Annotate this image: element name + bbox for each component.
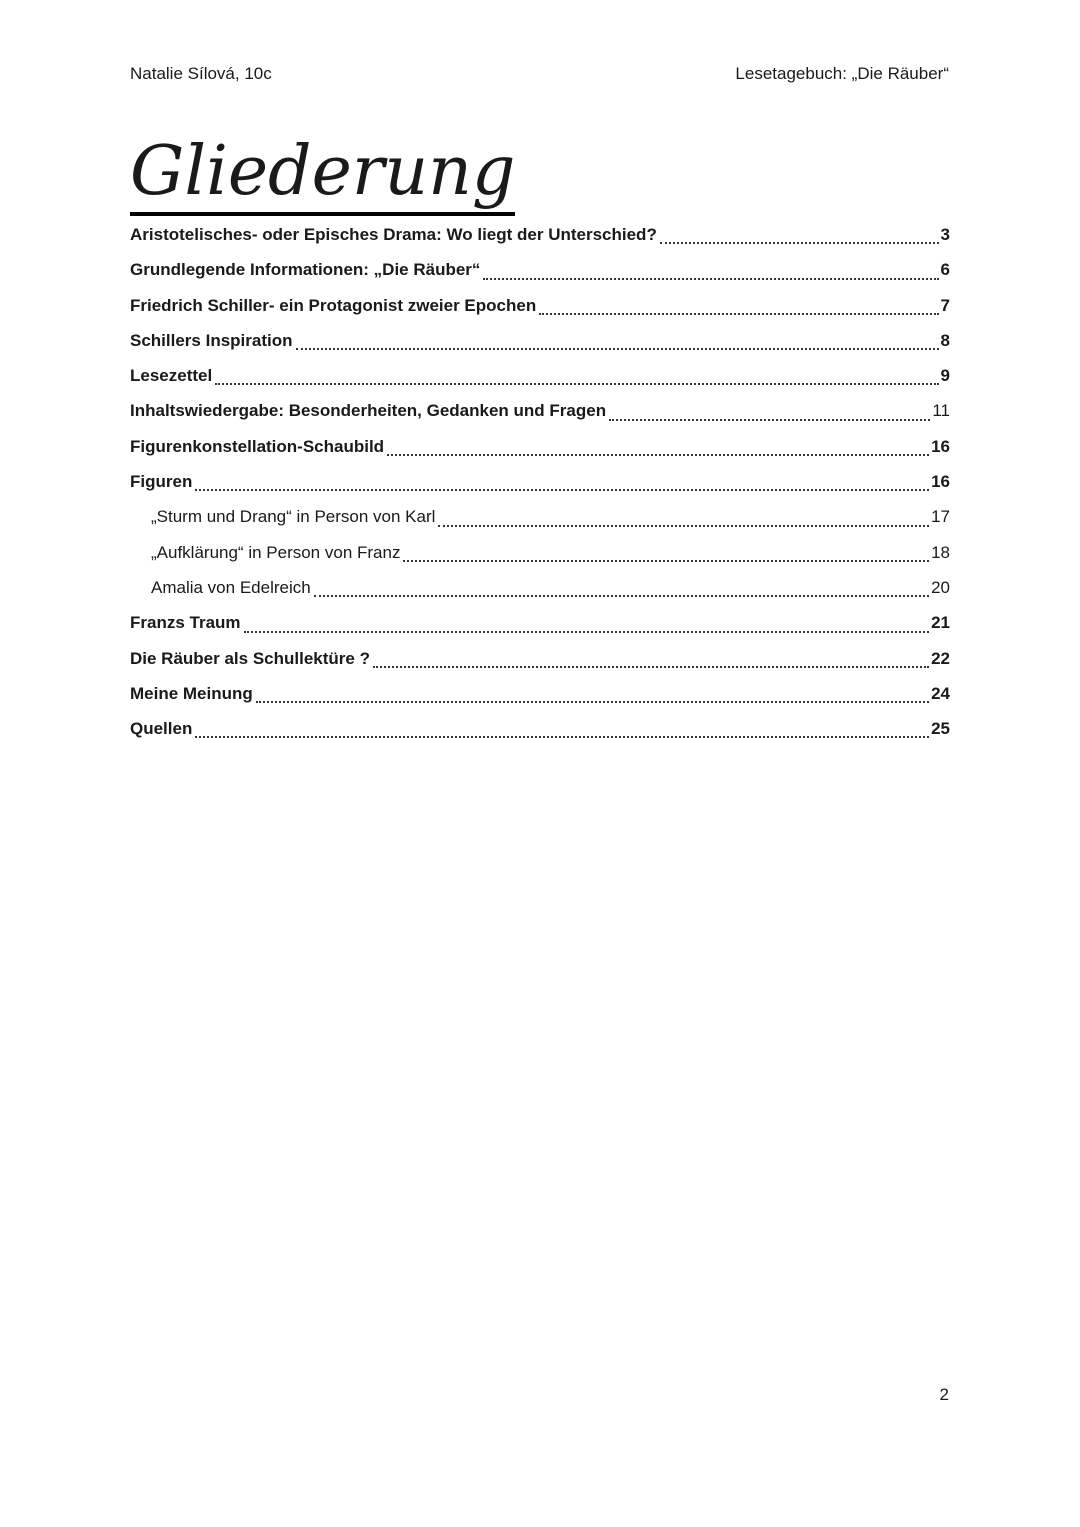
toc-entry-page: 20 xyxy=(931,577,950,597)
toc-entry-label: Meine Meinung xyxy=(130,683,253,703)
toc-entry-label: Figuren xyxy=(130,472,193,492)
toc-entry-page: 25 xyxy=(931,719,950,739)
toc-dot-leader xyxy=(195,489,929,491)
toc-entry-label: Friedrich Schiller- ein Protagonist zweier Epochen xyxy=(130,295,537,315)
toc-entry-page: 9 xyxy=(940,366,950,386)
toc-subentry[interactable] xyxy=(130,575,950,610)
toc-entry-label: „Aufklärung“ in Person von Franz xyxy=(151,542,401,562)
toc-entry[interactable] xyxy=(130,363,950,398)
toc-entry[interactable] xyxy=(130,293,950,328)
toc-entry[interactable] xyxy=(130,469,950,504)
toc-dot-leader xyxy=(483,278,938,280)
toc-entry[interactable] xyxy=(130,434,950,469)
toc-entry-label: „Sturm und Drang“ in Person von Karl xyxy=(151,507,436,527)
toc-entry-page: 3 xyxy=(940,225,950,244)
toc-entry[interactable] xyxy=(130,716,950,751)
toc-entry-label: Grundlegende Informationen: „Die Räuber“ xyxy=(130,260,481,280)
header-document-title: Lesetagebuch: „Die Räuber“ xyxy=(735,64,949,83)
toc-entry-page: 16 xyxy=(931,436,950,456)
header-author: Natalie Sílová, 10c xyxy=(130,64,272,83)
toc-entry-page: 11 xyxy=(932,401,950,421)
toc-entry-page: 22 xyxy=(931,648,950,668)
toc-subentry[interactable] xyxy=(130,540,950,575)
toc-entry-label: Die Räuber als Schullektüre ? xyxy=(130,648,370,668)
table-of-contents xyxy=(130,222,950,751)
toc-entry-page: 17 xyxy=(931,507,950,527)
toc-dot-leader xyxy=(660,242,939,244)
toc-entry[interactable] xyxy=(130,398,950,433)
toc-dot-leader xyxy=(314,595,929,597)
toc-dot-leader xyxy=(244,631,930,633)
toc-subentry[interactable] xyxy=(130,504,950,539)
toc-entry-label: Lesezettel xyxy=(130,366,213,386)
toc-entry-label: Aristotelisches- oder Episches Drama: Wo liegt der Unterschied? xyxy=(130,225,657,244)
toc-entry-label: Quellen xyxy=(130,719,193,739)
toc-entry-page: 21 xyxy=(931,613,950,633)
toc-entry-label: Franzs Traum xyxy=(130,613,241,633)
toc-entry-page: 8 xyxy=(940,330,950,350)
toc-dot-leader xyxy=(195,736,929,738)
toc-entry[interactable] xyxy=(130,681,950,716)
toc-dot-leader xyxy=(387,454,929,456)
toc-entry[interactable] xyxy=(130,646,950,681)
toc-entry-page: 16 xyxy=(931,472,950,492)
toc-entry-label: Inhaltswiedergabe: Besonderheiten, Gedanken und Fragen xyxy=(130,401,607,421)
toc-entry-label: Figurenkonstellation-Schaubild xyxy=(130,436,385,456)
toc-entry[interactable] xyxy=(130,222,950,257)
toc-dot-leader xyxy=(256,701,929,703)
toc-entry-page: 24 xyxy=(931,683,950,703)
toc-dot-leader xyxy=(539,313,938,315)
toc-dot-leader xyxy=(296,348,939,350)
toc-dot-leader xyxy=(373,666,929,668)
toc-entry-page: 6 xyxy=(940,260,950,280)
page-title: Gliederung xyxy=(130,132,515,216)
toc-dot-leader xyxy=(438,525,929,527)
toc-entry-page: 18 xyxy=(931,542,950,562)
toc-entry[interactable] xyxy=(130,257,950,292)
toc-dot-leader xyxy=(403,560,929,562)
page-number: 2 xyxy=(939,1385,949,1404)
toc-entry-label: Schillers Inspiration xyxy=(130,330,293,350)
toc-dot-leader xyxy=(609,419,930,421)
toc-entry[interactable] xyxy=(130,328,950,363)
toc-entry-page: 7 xyxy=(940,295,950,315)
toc-dot-leader xyxy=(215,383,938,385)
toc-entry[interactable] xyxy=(130,610,950,645)
toc-entry-label: Amalia von Edelreich xyxy=(151,577,311,597)
